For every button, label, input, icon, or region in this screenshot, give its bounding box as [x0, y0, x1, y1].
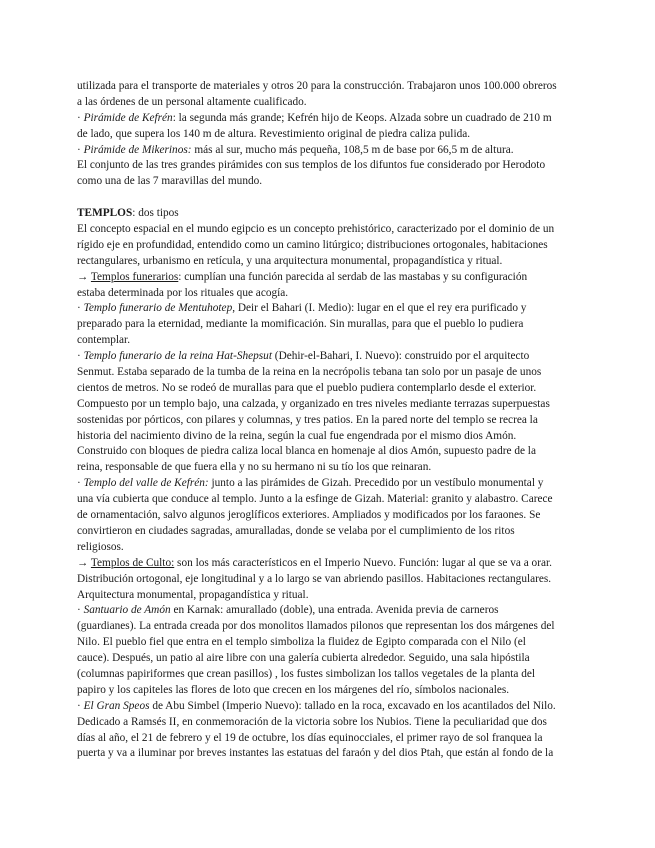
heading-suffix: : dos tipos [132, 207, 179, 220]
section-heading: TEMPLOS [77, 207, 133, 220]
amon-title: Santuario de Amón [83, 604, 171, 617]
arrow-icon: → [77, 270, 91, 283]
paragraph-text: son los más característicos en el Imperio Nuevo. Función: lugar al que se va a orar. [174, 556, 552, 569]
culto-item [77, 556, 577, 572]
paragraph-text: en Karnak: amurallado (doble), una entrada. Avenida previa de carneros [170, 604, 499, 617]
paragraph-line: rectangulares, urbanismo en retícula, y una arquitectura monumental, propagandística y ritual. [77, 254, 503, 267]
paragraph-line: de lado, que supera los 140 m de altura. Revestimiento original de piedra caliza pulida. [77, 127, 471, 140]
paragraph-line: cauce). Después, un patio al aire libre con una galería cubierta alrededor. Seguido, una sala hipóstila [77, 652, 530, 665]
valle-item [77, 476, 577, 492]
paragraph-line: Distribución ortogonal, eje longitudinal y a lo largo se van abriendo pasillos. Habitaciones rectangulares. [77, 572, 552, 585]
mikerinos-title: Pirámide de Mikerinos: [83, 143, 192, 156]
kefren-item [77, 111, 577, 127]
bullet: · [77, 477, 84, 490]
culto-title: Templos de Culto: [90, 556, 175, 569]
bullet: · [77, 699, 84, 712]
arrow-icon: → [77, 556, 91, 569]
paragraph-line: reina, responsable de que fuera ella y no su hermano ni su tío los que reinaran. [77, 461, 432, 474]
bullet: · [77, 143, 84, 156]
paragraph-line: de ornamentación, salvo algunos jeroglíficos exteriores. Ampliados y modificados por los faraones. Se [77, 509, 541, 522]
paragraph-text: (Dehir-el-Bahari, I. Nuevo): construido por el arquitecto [271, 350, 530, 363]
paragraph-text: de Abu Simbel (Imperio Nuevo): tallado en la roca, excavado en los acantilados del Nilo. [149, 699, 556, 712]
paragraph-line: El concepto espacial en el mundo egipcio es un concepto prehistórico, caracterizado por el dominio de un [77, 223, 555, 236]
funerarios-item [77, 270, 577, 286]
spacer [77, 190, 577, 206]
mentuhotep-title: Templo funerario de Mentuhotep [83, 302, 233, 315]
paragraph-line: convirtieron en ciudades sagradas, amuralladas, donde se velaba por el cumplimiento de los ritos [77, 524, 515, 537]
paragraph-line: cientos de metros. No se rodeó de murallas para que el pueblo pudiera contemplarlo desde el exterior. [77, 381, 537, 394]
amon-item [77, 603, 577, 619]
hatshepsut-item [77, 349, 577, 365]
paragraph-line: (columnas papiriformes que crean pasillos) , los fustes simbolizan los tallos vegetales de la planta del [77, 667, 536, 680]
hatshepsut-title: Templo funerario de la reina Hat-Shepsut [83, 350, 272, 363]
paragraph-line: papiro y los capiteles las flores de loto que crecen en los márgenes del río, símbolos nacionales. [77, 683, 510, 696]
paragraph-line: sostenidas por pórticos, con pilares y columnas, y tres patios. En la pared norte del templo se recrea la [77, 413, 538, 426]
paragraph-line: (guardianes). La entrada creada por dos monolitos llamados pilonos que representan los dos márgenes del [77, 620, 555, 633]
mentuhotep-item [77, 301, 577, 317]
paragraph-line: preparado para la eternidad, mediante la momificación. Sin murallas, para que el pueblo lo pudiera [77, 318, 524, 331]
paragraph-line: puerta y va a iluminar por breves instantes las estatuas del faraón y del dios Ptah, que están al fondo de la [77, 747, 554, 760]
paragraph-line: Dedicado a Ramsés II, en conmemoración de la victoria sobre los Nubios. Tiene la peculiaridad que dos [77, 715, 547, 728]
paragraph-text: , Deir el Bahari (I. Medio): lugar en el que el rey era purificado y [232, 302, 527, 315]
paragraph-line: días al año, el 21 de febrero y el 19 de octubre, los días equinocciales, el primer rayo de sol franquea la [77, 731, 543, 744]
paragraph-line: como una de las 7 maravillas del mundo. [77, 175, 263, 188]
paragraph-line: Arquitectura monumental, propagandística y ritual. [77, 588, 309, 601]
kefren-title: Pirámide de Kefrén [83, 111, 173, 124]
funerarios-title: Templos funerarios [90, 270, 179, 283]
paragraph-text: : cumplían una función parecida al serdab de las mastabas y su configuración [178, 270, 528, 283]
bullet: · [77, 350, 84, 363]
paragraph-line: El conjunto de las tres grandes pirámides con sus templos de los difuntos fue considerado por Herodoto [77, 159, 546, 172]
paragraph-text: junto a las pirámides de Gizah. Precedido por un vestíbulo monumental y [208, 477, 544, 490]
bullet: · [77, 604, 84, 617]
paragraph-line: Construido con bloques de piedra caliza local blanca en homenaje al dios Amón, supuesto padre de la [77, 445, 536, 458]
paragraph-line: a las órdenes de un personal altamente cualificado. [77, 95, 307, 108]
speos-item [77, 699, 577, 715]
paragraph-text: : la segunda más grande; Kefrén hijo de Keops. Alzada sobre un cuadrado de 210 m [172, 111, 552, 124]
paragraph-line: historia del nacimiento divino de la reina, según la cual fue engendrada por el mismo dios Amón. [77, 429, 517, 442]
paragraph-line: religiosos. [77, 540, 124, 553]
paragraph-line: Compuesto por un templo bajo, una calzada, y organizado en tres niveles mediante terrazas superpuestas [77, 397, 550, 410]
templos-heading-line [77, 206, 577, 222]
mikerinos-item [77, 143, 577, 159]
paragraph-line: estaba determinada por los rituales que acogía. [77, 286, 289, 299]
paragraph-line: rígido eje en profundidad, entendido como un camino litúrgico; distribuciones ortogonales, habitaciones [77, 238, 548, 251]
bullet: · [77, 111, 84, 124]
bullet: · [77, 302, 84, 315]
valle-title: Templo del valle de Kefrén: [83, 477, 209, 490]
speos-title: El Gran Speos [83, 699, 150, 712]
paragraph-text: más al sur, mucho más pequeña, 108,5 m de base por 66,5 m de altura. [191, 143, 514, 156]
paragraph-line: una vía cubierta que conduce al templo. Junto a la esfinge de Gizah. Material: granito y alabastro. Carece [77, 493, 553, 506]
paragraph-line: Nilo. El pueblo fiel que entra en el templo simboliza la fluidez de Egipto comparada con el Nilo (el [77, 636, 526, 649]
paragraph-line: utilizada para el transporte de materiales y otros 20 para la construcción. Trabajaron unos 100.000 obreros [77, 80, 557, 92]
document-body [77, 79, 577, 762]
paragraph-line: Senmut. Estaba separado de la tumba de la reina en la necrópolis tebana tan solo por un pasaje de unos [77, 366, 542, 379]
paragraph-line: contemplar. [77, 334, 131, 347]
